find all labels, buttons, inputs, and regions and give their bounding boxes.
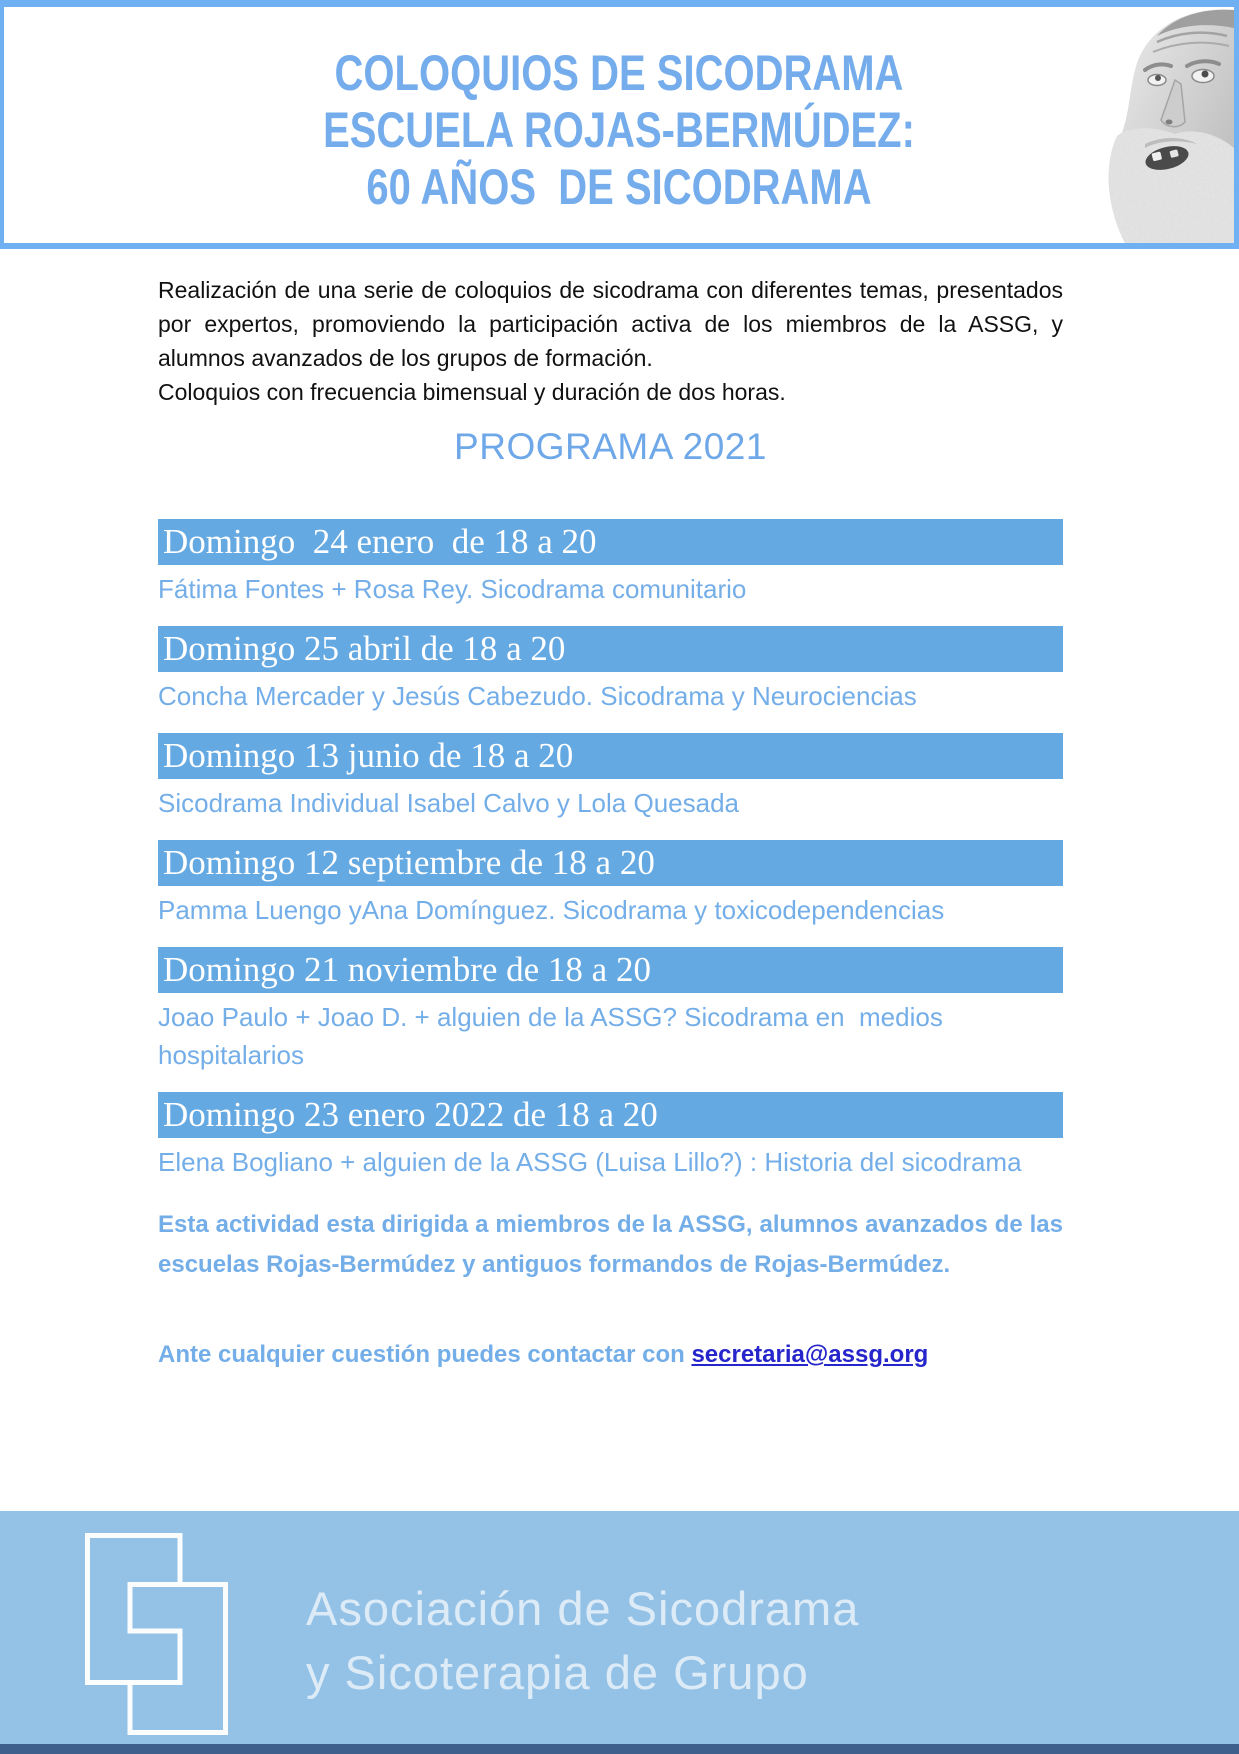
contact-email-link[interactable]: secretaria@assg.org: [691, 1341, 929, 1368]
footer: [0, 1511, 1239, 1754]
session-row: [158, 947, 1063, 1074]
page-title-line3: 60 AÑOS DE SICODRAMA: [366, 159, 872, 215]
session-detail: Sicodrama Individual Isabel Calvo y Lola Quesada: [158, 788, 740, 818]
session-row: [158, 1092, 1063, 1181]
session-date-banner: Domingo 12 septiembre de 18 a 20: [158, 840, 1063, 886]
intro-text: [158, 273, 1063, 409]
session-date-banner: Domingo 13 junio de 18 a 20: [158, 733, 1063, 779]
session-detail: Fátima Fontes + Rosa Rey. Sicodrama comunitario: [158, 574, 747, 604]
session-date-banner: Domingo 24 enero de 18 a 20: [158, 519, 1063, 565]
audience-note: Esta actividad esta dirigida a miembros de la ASSG, alumnos avanzados de las escuelas Rojas-Bermúdez y antiguos formandos de Rojas-Bermúdez.: [158, 1211, 1063, 1278]
main-content: [158, 273, 1063, 1369]
org-name-line1: Asociación de Sicodrama: [306, 1582, 860, 1635]
portrait-photo: [1087, 8, 1234, 243]
old-man-portrait-image: [1087, 8, 1234, 243]
contact-prefix: Ante cualquier cuestión puedes contactar con: [158, 1341, 692, 1368]
intro-paragraph-2: Coloquios con frecuencia bimensual y duración de dos horas.: [158, 379, 786, 405]
header: [0, 0, 1239, 249]
program-sessions: [158, 519, 1063, 1181]
session-date-banner: Domingo 23 enero 2022 de 18 a 20: [158, 1092, 1063, 1138]
program-heading: PROGRAMA 2021: [454, 426, 767, 467]
org-name-line2: y Sicoterapia de Grupo: [306, 1646, 809, 1699]
contact-line: [158, 1341, 1063, 1369]
session-detail: Joao Paulo + Joao D. + alguien de la ASSG? Sicodrama en medios hospitalarios: [158, 1002, 951, 1070]
session-row: [158, 733, 1063, 822]
session-row: [158, 519, 1063, 608]
intro-paragraph-1: Realización de una serie de coloquios de sicodrama con diferentes temas, presentados por expertos, promoviendo la participación activa de los miembros de la ASSG, y alumnos avanzados de los grupos de formación.: [158, 277, 1063, 371]
session-detail: Pamma Luengo yAna Domínguez. Sicodrama y toxicodependencias: [158, 895, 945, 925]
session-row: [158, 626, 1063, 715]
page-title: [4, 7, 1234, 216]
session-detail: Concha Mercader y Jesús Cabezudo. Sicodrama y Neurociencias: [158, 681, 917, 711]
assg-logo: [85, 1533, 230, 1740]
session-detail: Elena Bogliano + alguien de la ASSG (Luisa Lillo?) : Historia del sicodrama: [158, 1147, 1022, 1177]
page-title-line2: ESCUELA ROJAS-BERMÚDEZ:: [323, 102, 915, 158]
session-date-banner: Domingo 25 abril de 18 a 20: [158, 626, 1063, 672]
org-name: [306, 1577, 859, 1705]
footer-bottom-strip: [0, 1744, 1239, 1754]
interlocked-squares-logo-icon: [85, 1533, 230, 1735]
page-title-line1: COLOQUIOS DE SICODRAMA: [334, 45, 904, 101]
session-date-banner: Domingo 21 noviembre de 18 a 20: [158, 947, 1063, 993]
session-row: [158, 840, 1063, 929]
